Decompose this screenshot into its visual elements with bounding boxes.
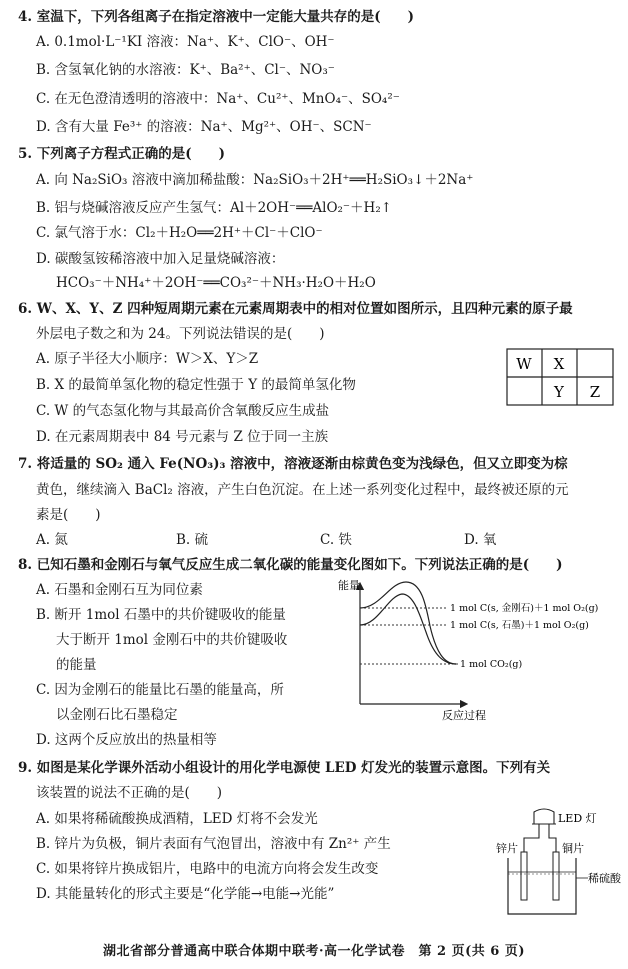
q6-stem-line1: 6. W、X、Y、Z 四种短周期元素在元素周期表中的相对位置如图所示，且四种元素的原子最 <box>18 301 573 317</box>
q8-option-b-line1: B. 断开 1mol 石墨中的共价键吸收的能量 <box>36 607 286 623</box>
level-diamond-label: 1 mol C(s, 金刚石)＋1 mol O₂(g) <box>450 603 599 614</box>
q9-option-c: C. 如果将锌片换成铝片，电路中的电流方向将会发生改变 <box>36 861 379 877</box>
led-cell-diagram <box>494 808 624 920</box>
q9-stem-line1: 9. 如图是某化学课外活动小组设计的用化学电源使 LED 灯发光的装置示意图。下列有关 <box>18 760 551 776</box>
q9-option-a: A. 如果将稀硫酸换成酒精，LED 灯将不会发光 <box>36 811 318 827</box>
q5-option-d-equation: HCO₃⁻＋NH₄⁺＋2OH⁻══CO₃²⁻＋NH₃·H₂O＋H₂O <box>56 275 376 291</box>
level-co2-label: 1 mol CO₂(g) <box>460 659 523 670</box>
q7-stem-line3: 素是( ) <box>36 507 101 523</box>
q5-stem: 5. 下列离子方程式正确的是( ) <box>18 146 226 162</box>
q4-stem: 4. 室温下，下列各组离子在指定溶液中一定能大量共存的是( ) <box>18 9 415 25</box>
q7-option-c: C. 铁 <box>320 532 352 548</box>
q8-option-a: A. 石墨和金刚石互为同位素 <box>36 582 203 598</box>
zinc-electrode <box>521 852 527 900</box>
q4-option-d: D. 含有大量 Fe³⁺ 的溶液：Na⁺、Mg²⁺、OH⁻、SCN⁻ <box>36 119 372 135</box>
q7-option-a: A. 氮 <box>36 532 68 548</box>
copper-label: 铜片 <box>562 842 584 855</box>
diamond-curve <box>360 582 456 664</box>
copper-electrode <box>553 852 559 900</box>
q8-option-c-line2: 以金刚石比石墨稳定 <box>56 707 178 723</box>
level-graphite-label: 1 mol C(s, 石墨)＋1 mol O₂(g) <box>450 620 589 631</box>
q8-option-c-line1: C. 因为金刚石的能量比石墨的能量高，所 <box>36 682 284 698</box>
q7-option-b: B. 硫 <box>176 532 209 548</box>
q9-option-d: D. 其能量转化的形式主要是“化学能→电能→光能” <box>36 886 335 902</box>
q5-option-a: A. 向 Na₂SiO₃ 溶液中滴加稀盐酸：Na₂SiO₃＋2H⁺══H₂SiO₃↓＋2Na⁺ <box>36 172 474 188</box>
x-axis-label: 反应过程 <box>442 709 486 722</box>
q8-option-d: D. 这两个反应放出的热量相等 <box>36 732 217 748</box>
q7-stem-line1: 7. 将适量的 SO₂ 通入 Fe(NO₃)₃ 溶液中，溶液逐渐由棕黄色变为浅绿色，但又立即变为棕 <box>18 456 568 472</box>
q5-option-c: C. 氯气溶于水：Cl₂＋H₂O══2H⁺＋Cl⁻＋ClO⁻ <box>36 225 323 241</box>
q7-stem-line2: 黄色，继续滴入 BaCl₂ 溶液，产生白色沉淀。在上述一系列变化过程中，最终被还原的元 <box>36 482 569 498</box>
q4-option-b: B. 含氢氧化钠的水溶液：K⁺、Ba²⁺、Cl⁻、NO₃⁻ <box>36 62 335 78</box>
led-label: LED 灯 <box>558 812 597 825</box>
periodic-table-figure <box>506 348 614 406</box>
q6-stem-line2: 外层电子数之和为 24。下列说法错误的是( ) <box>36 326 325 342</box>
q8-stem: 8. 已知石墨和金刚石与氧气反应生成二氧化碳的能量变化图如下。下列说法正确的是( ) <box>18 557 563 573</box>
q8-option-b-line2: 大于断开 1mol 金刚石中的共价键吸收 <box>56 632 288 648</box>
page-footer: 湖北省部分普通高中联合体期中联考·高一化学试卷 第 2 页(共 6 页) <box>102 944 526 959</box>
led-bulb-icon <box>532 809 556 834</box>
q4-option-a: A. 0.1mol·L⁻¹KI 溶液：Na⁺、K⁺、ClO⁻、OH⁻ <box>36 34 335 50</box>
q5-option-b: B. 铝与烧碱溶液反应产生氢气：Al＋2OH⁻══AlO₂⁻＋H₂↑ <box>36 200 393 216</box>
table-cell-y: Y <box>554 383 564 401</box>
q6-option-c: C. W 的气态氢化物与其最高价含氧酸反应生成盐 <box>36 403 330 419</box>
table-cell-z: Z <box>589 383 601 401</box>
q6-option-d: D. 在元素周期表中 84 号元素与 Z 位于同一主族 <box>36 429 329 445</box>
table-cell-x: X <box>553 355 565 373</box>
q9-option-b: B. 锌片为负极，铜片表面有气泡冒出，溶液中有 Zn²⁺ 产生 <box>36 836 391 852</box>
y-axis-label: 能量 <box>338 579 360 592</box>
q6-option-b: B. X 的最简单氢化物的稳定性强于 Y 的最简单氢化物 <box>36 377 356 393</box>
q8-option-b-line3: 的能量 <box>56 657 97 673</box>
q7-options-row <box>36 531 596 549</box>
q5-option-d: D. 碳酸氢铵稀溶液中加入足量烧碱溶液： <box>36 251 285 267</box>
beaker <box>508 858 576 914</box>
q9-stem-line2: 该装置的说法不正确的是( ) <box>36 785 223 801</box>
energy-diagram <box>330 576 622 722</box>
graphite-curve <box>360 594 456 664</box>
q7-option-d: D. 氧 <box>464 532 497 548</box>
q6-option-a: A. 原子半径大小顺序：W＞X、Y＞Z <box>36 351 259 367</box>
table-cell-w: W <box>516 355 532 373</box>
acid-label: 稀硫酸 <box>588 872 621 885</box>
zinc-label: 锌片 <box>496 842 518 855</box>
q4-option-c: C. 在无色澄清透明的溶液中：Na⁺、Cu²⁺、MnO₄⁻、SO₄²⁻ <box>36 91 400 107</box>
